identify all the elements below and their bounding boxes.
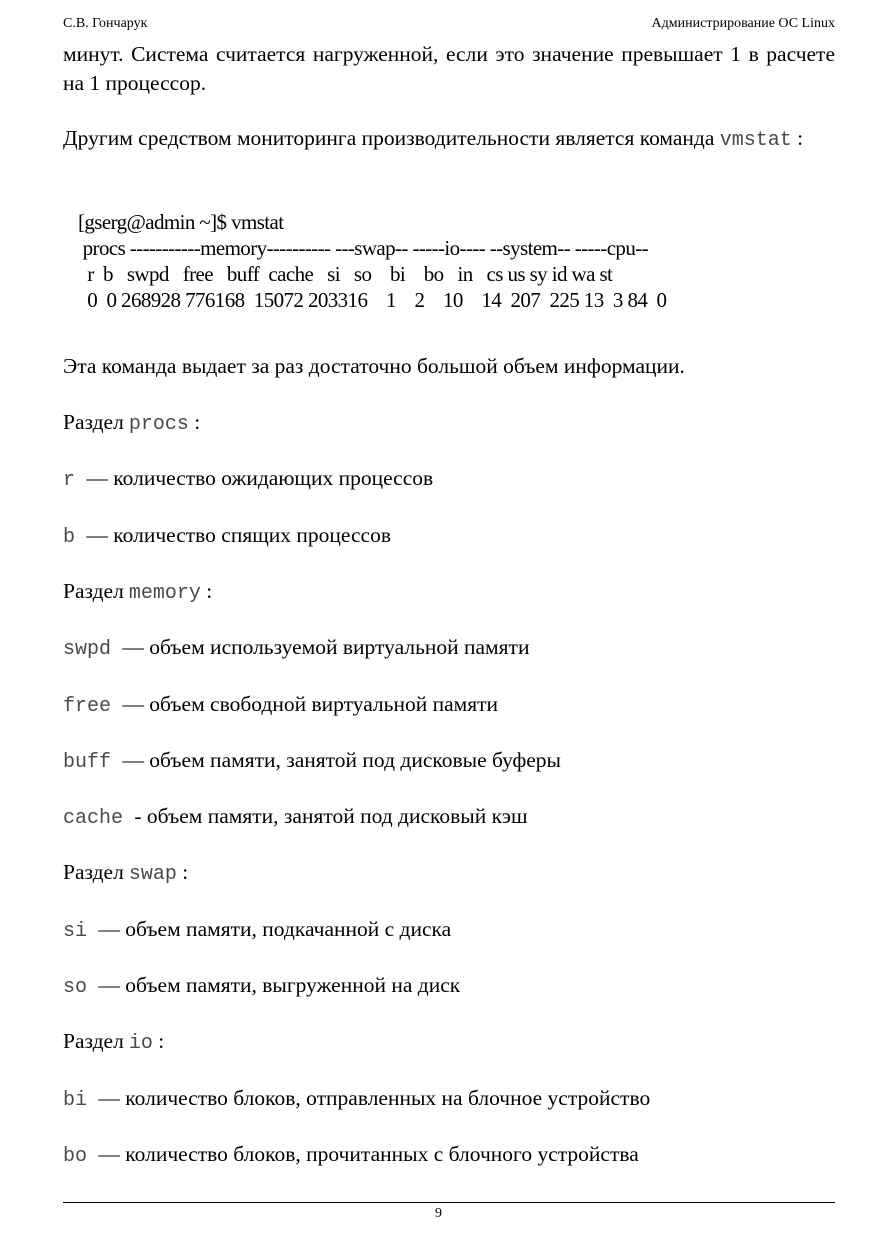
field-item-free: [63, 690, 498, 721]
section-code: memory: [128, 582, 201, 605]
intro-text: Другим средством мониторинга производительности является команда: [63, 126, 720, 150]
field-item-bo: [63, 1140, 639, 1171]
field-code: free: [63, 695, 112, 718]
field-description: — объем памяти, выгруженной на диск: [93, 973, 461, 997]
field-code: so: [63, 976, 88, 999]
field-description: — количество ожидающих процессов: [81, 466, 434, 490]
field-description: — объем памяти, подкачанной с диска: [93, 917, 452, 941]
field-description: — количество блоков, отправленных на блочное устройство: [93, 1086, 651, 1110]
section-label: Раздел: [63, 1029, 124, 1053]
field-item-buff: [63, 746, 561, 777]
section-heading-io: [63, 1027, 164, 1058]
section-colon: :: [200, 579, 213, 603]
field-description: — количество спящих процессов: [81, 523, 391, 547]
intro-colon: :: [791, 126, 804, 150]
section-label: Раздел: [63, 410, 124, 434]
field-code: si: [63, 920, 88, 943]
section-code: io: [128, 1032, 153, 1055]
terminal-header-columns: r b swpd free buff cache si so bi bo in cs us sy id wa st: [78, 262, 613, 286]
field-code: r: [63, 469, 76, 492]
field-code: bi: [63, 1089, 88, 1112]
footer-divider: [63, 1202, 835, 1203]
field-item-bi: [63, 1084, 650, 1115]
section-label: Раздел: [63, 860, 124, 884]
summary-paragraph: Эта команда выдает за раз достаточно большой объем информации.: [63, 354, 685, 378]
field-item-b: [63, 521, 391, 552]
field-item-cache: [63, 802, 528, 833]
field-item-r: [63, 464, 433, 495]
field-code: bo: [63, 1145, 88, 1168]
field-description: — объем свободной виртуальной памяти: [117, 692, 499, 716]
section-heading-swap: [63, 858, 188, 889]
field-description: — количество блоков, прочитанных с блочного устройства: [93, 1142, 639, 1166]
section-colon: :: [152, 1029, 165, 1053]
terminal-prompt: [gserg@admin ~]$ vmstat: [78, 210, 284, 234]
field-description: — объем памяти, занятой под дисковые буферы: [117, 748, 561, 772]
field-code: buff: [63, 751, 112, 774]
field-code: b: [63, 526, 76, 549]
field-description: — объем используемой виртуальной памяти: [117, 635, 530, 659]
page-header: [63, 16, 835, 32]
terminal-values: 0 0 268928 776168 15072 203316 1 2 10 14 207 225 13 3 84 0: [78, 288, 667, 312]
section-label: Раздел: [63, 579, 124, 603]
field-code: swpd: [63, 638, 112, 661]
section-heading-memory: [63, 577, 212, 608]
section-colon: :: [188, 410, 201, 434]
vmstat-command: vmstat: [719, 129, 792, 152]
field-code: cache: [63, 807, 124, 830]
field-item-so: [63, 971, 460, 1002]
section-colon: :: [176, 860, 189, 884]
field-item-si: [63, 915, 451, 946]
header-author: С.В. Гончарук: [63, 16, 148, 31]
section-heading-procs: [63, 408, 200, 439]
header-course: Администрирование ОС Linux: [651, 16, 835, 31]
field-item-swpd: [63, 633, 529, 664]
terminal-header-groups: procs -----------memory---------- ---swap-- -----io---- --system-- -----cpu--: [78, 236, 649, 260]
section-code: procs: [128, 413, 189, 436]
page-number: 9: [435, 1206, 442, 1221]
intro-paragraph-1: минут. Система считается нагруженной, если это значение превышает 1 в расчете на 1 процессор.: [63, 42, 835, 95]
intro-paragraph-2: [63, 124, 835, 155]
field-description: - объем памяти, занятой под дисковый кэш: [129, 804, 528, 828]
section-code: swap: [128, 863, 177, 886]
